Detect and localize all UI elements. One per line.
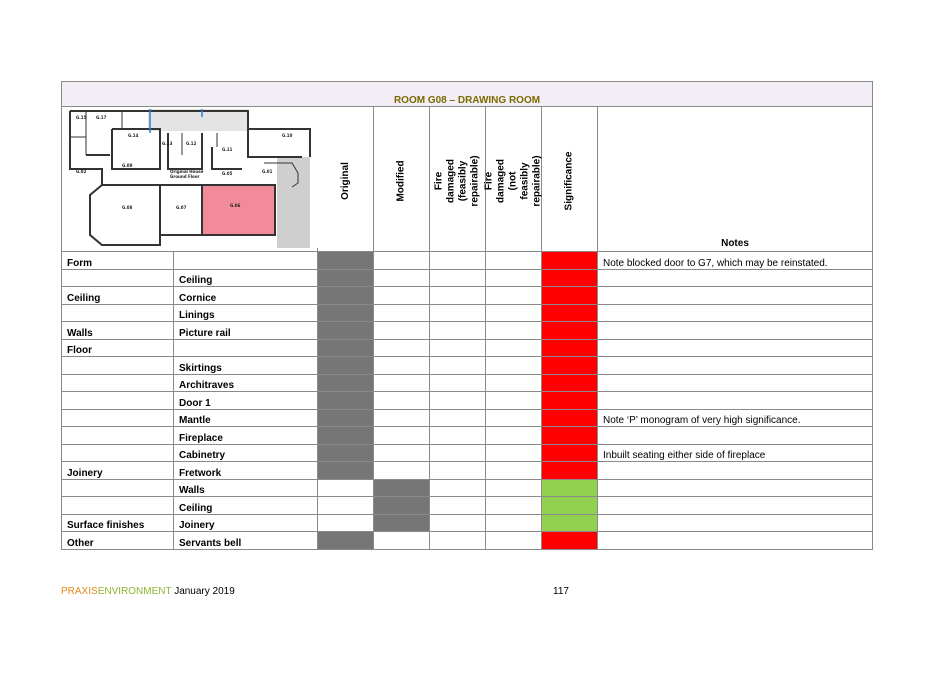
rating-cell-orig [318, 304, 374, 322]
row-group-label: Joinery [62, 462, 174, 480]
row-group-label: Floor [62, 339, 174, 357]
row-group-label [62, 409, 174, 427]
plan-label: G.11 [222, 147, 233, 152]
plan-label: G.14 [128, 133, 139, 138]
rating-cell-fd1 [430, 374, 486, 392]
table-row [62, 252, 873, 270]
row-element-label: Fretwork [174, 462, 318, 480]
assessment-table [61, 81, 873, 550]
row-group-label: Form [62, 252, 174, 270]
footer-brand [61, 586, 235, 597]
plan-label: G.06 [230, 203, 241, 208]
row-element-label [174, 252, 318, 270]
rating-cell-mod [374, 479, 430, 497]
plan-label: G.02 [76, 169, 87, 174]
rating-cell-mod [374, 462, 430, 480]
room-title: ROOM G08 – DRAWING ROOM [62, 82, 873, 107]
rating-cell-orig [318, 479, 374, 497]
row-element-label: Architraves [174, 374, 318, 392]
table-row [62, 427, 873, 445]
rating-cell-sig [542, 357, 598, 375]
rating-cell-sig [542, 497, 598, 515]
row-element-label: Linings [174, 304, 318, 322]
column-header-fire-not-feasible: Fire damaged (not feasibly repairable) [486, 107, 542, 252]
rating-cell-sig [542, 427, 598, 445]
rating-cell-mod [374, 287, 430, 305]
column-header-modified: Modified [374, 107, 430, 252]
rating-cell-fd2 [486, 322, 542, 340]
column-header-original: Original [318, 107, 374, 252]
rating-cell-mod [374, 392, 430, 410]
rating-cell-orig [318, 532, 374, 550]
rating-cell-fd1 [430, 532, 486, 550]
rating-cell-fd1 [430, 269, 486, 287]
row-group-label [62, 269, 174, 287]
rating-cell-sig [542, 269, 598, 287]
rating-cell-mod [374, 409, 430, 427]
row-element-label: Servants bell [174, 532, 318, 550]
plan-label: G.07 [176, 205, 187, 210]
rating-cell-mod [374, 532, 430, 550]
rating-cell-sig [542, 322, 598, 340]
plan-label: G.12 [186, 141, 197, 146]
row-element-label: Ceiling [174, 269, 318, 287]
row-element-label: Ceiling [174, 497, 318, 515]
rating-cell-fd1 [430, 339, 486, 357]
rating-cell-orig [318, 322, 374, 340]
row-element-label: Joinery [174, 514, 318, 532]
footer-date: January 2019 [174, 586, 235, 597]
rating-cell-fd2 [486, 444, 542, 462]
row-note [598, 532, 873, 550]
row-note [598, 304, 873, 322]
row-element-label: Door 1 [174, 392, 318, 410]
rating-cell-sig [542, 374, 598, 392]
row-group-label [62, 444, 174, 462]
row-group-label [62, 392, 174, 410]
table-row [62, 514, 873, 532]
row-element-label: Mantle [174, 409, 318, 427]
rating-cell-mod [374, 444, 430, 462]
rating-cell-sig [542, 444, 598, 462]
rating-cell-orig [318, 252, 374, 270]
rating-cell-orig [318, 392, 374, 410]
row-element-label: Cornice [174, 287, 318, 305]
plan-label: G.10 [282, 133, 293, 138]
rating-cell-fd1 [430, 427, 486, 445]
rating-cell-orig [318, 357, 374, 375]
row-element-label: Walls [174, 479, 318, 497]
rating-cell-orig [318, 269, 374, 287]
row-group-label: Other [62, 532, 174, 550]
rating-cell-fd2 [486, 514, 542, 532]
row-group-label: Walls [62, 322, 174, 340]
rating-cell-mod [374, 427, 430, 445]
rating-cell-sig [542, 392, 598, 410]
rating-cell-orig [318, 462, 374, 480]
rating-cell-fd1 [430, 479, 486, 497]
rating-cell-sig [542, 287, 598, 305]
table-row [62, 409, 873, 427]
plan-label: Ground Floor [170, 174, 200, 179]
rating-cell-sig [542, 462, 598, 480]
row-group-label [62, 427, 174, 445]
rating-cell-fd1 [430, 392, 486, 410]
rating-cell-fd1 [430, 409, 486, 427]
rating-cell-fd2 [486, 252, 542, 270]
column-header-notes: Notes [598, 107, 873, 252]
rating-cell-sig [542, 409, 598, 427]
rating-cell-mod [374, 339, 430, 357]
rating-cell-fd2 [486, 409, 542, 427]
rating-cell-mod [374, 497, 430, 515]
rating-cell-orig [318, 427, 374, 445]
plan-label: G.01 [262, 169, 273, 174]
plan-label: G.08 [122, 205, 133, 210]
table-row [62, 269, 873, 287]
row-note [598, 392, 873, 410]
rating-cell-fd2 [486, 427, 542, 445]
brand-environment: ENVIRONMENT [97, 586, 172, 597]
rating-cell-fd1 [430, 322, 486, 340]
rating-cell-fd1 [430, 252, 486, 270]
rating-cell-fd2 [486, 357, 542, 375]
plan-label: Original House [170, 169, 204, 174]
rating-cell-fd1 [430, 287, 486, 305]
row-group-label [62, 479, 174, 497]
table-row [62, 287, 873, 305]
row-note [598, 479, 873, 497]
row-group-label [62, 357, 174, 375]
rating-cell-mod [374, 374, 430, 392]
row-note [598, 514, 873, 532]
rating-cell-orig [318, 409, 374, 427]
row-element-label: Skirtings [174, 357, 318, 375]
floor-plan-drawing [62, 107, 318, 248]
rating-cell-sig [542, 252, 598, 270]
row-note [598, 339, 873, 357]
table-row [62, 532, 873, 550]
rating-cell-orig [318, 374, 374, 392]
table-row [62, 392, 873, 410]
row-note: Note ‘P’ monogram of very high significance. [598, 409, 873, 427]
column-header-significance: Significance [542, 107, 598, 252]
row-note [598, 322, 873, 340]
plan-label: G.09 [122, 163, 133, 168]
page-number: 117 [553, 586, 569, 597]
column-header-fire-feasible: Fire damaged (feasibly repairable) [430, 107, 486, 252]
row-note [598, 287, 873, 305]
rating-cell-orig [318, 444, 374, 462]
row-note [598, 269, 873, 287]
rating-cell-fd1 [430, 497, 486, 515]
rating-cell-fd2 [486, 339, 542, 357]
row-element-label: Cabinetry [174, 444, 318, 462]
rating-cell-orig [318, 287, 374, 305]
rating-cell-fd2 [486, 462, 542, 480]
plan-label: G.13 [162, 141, 173, 146]
table-row [62, 497, 873, 515]
rating-cell-sig [542, 514, 598, 532]
row-note [598, 374, 873, 392]
row-group-label: Ceiling [62, 287, 174, 305]
table-row [62, 304, 873, 322]
rating-cell-fd2 [486, 532, 542, 550]
floor-plan [62, 107, 318, 252]
plan-label: G.17 [96, 115, 107, 120]
row-note: Note blocked door to G7, which may be reinstated. [598, 252, 873, 270]
rating-cell-fd1 [430, 462, 486, 480]
rating-cell-fd1 [430, 304, 486, 322]
rating-cell-fd2 [486, 374, 542, 392]
row-note: Inbuilt seating either side of fireplace [598, 444, 873, 462]
rating-cell-mod [374, 269, 430, 287]
rating-cell-sig [542, 339, 598, 357]
row-note [598, 462, 873, 480]
rating-cell-sig [542, 532, 598, 550]
rating-cell-mod [374, 252, 430, 270]
plan-label: G.05 [222, 171, 233, 176]
rating-cell-orig [318, 339, 374, 357]
row-element-label: Picture rail [174, 322, 318, 340]
rating-cell-mod [374, 304, 430, 322]
rating-cell-fd1 [430, 514, 486, 532]
row-group-label [62, 374, 174, 392]
rating-cell-orig [318, 497, 374, 515]
rating-cell-fd1 [430, 357, 486, 375]
table-row [62, 322, 873, 340]
row-note [598, 357, 873, 375]
table-row [62, 444, 873, 462]
assessment-table-sheet [61, 81, 872, 547]
rating-cell-sig [542, 479, 598, 497]
rating-cell-sig [542, 304, 598, 322]
table-row [62, 339, 873, 357]
row-group-label: Surface finishes [62, 514, 174, 532]
rating-cell-fd2 [486, 392, 542, 410]
table-row [62, 374, 873, 392]
rating-cell-mod [374, 514, 430, 532]
table-row [62, 357, 873, 375]
table-row [62, 479, 873, 497]
row-element-label [174, 339, 318, 357]
row-note [598, 427, 873, 445]
rating-cell-fd2 [486, 304, 542, 322]
row-element-label: Fireplace [174, 427, 318, 445]
table-row [62, 462, 873, 480]
rating-cell-mod [374, 322, 430, 340]
rating-cell-fd1 [430, 444, 486, 462]
rating-cell-orig [318, 514, 374, 532]
rating-cell-fd2 [486, 497, 542, 515]
rating-cell-mod [374, 357, 430, 375]
row-group-label [62, 497, 174, 515]
plan-label: G.15 [76, 115, 87, 120]
row-note [598, 497, 873, 515]
rating-cell-fd2 [486, 287, 542, 305]
row-group-label [62, 304, 174, 322]
rating-cell-fd2 [486, 479, 542, 497]
brand-praxis: PRAXIS [61, 586, 98, 597]
rating-cell-fd2 [486, 269, 542, 287]
